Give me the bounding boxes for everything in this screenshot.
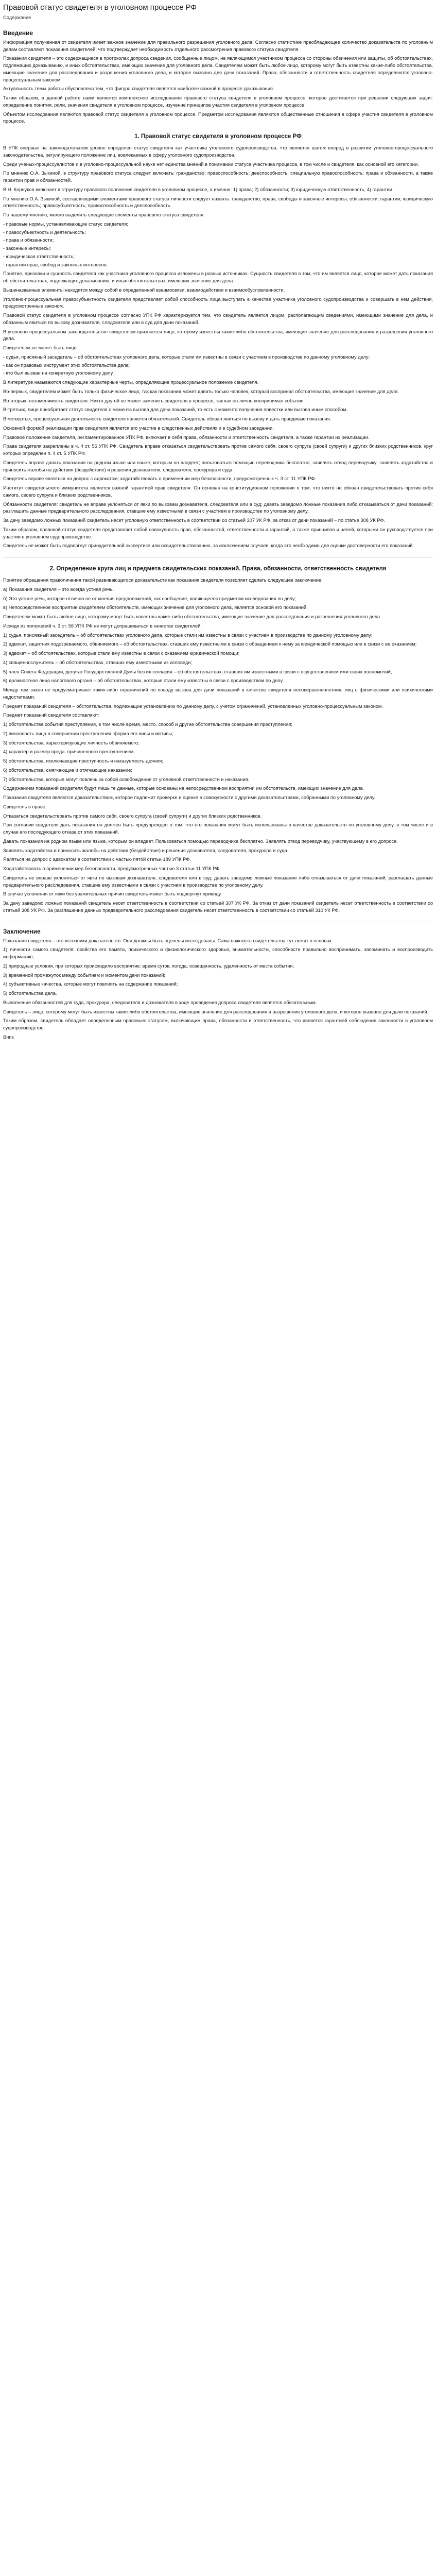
paragraph: Свидетель вправе давать показания на родном языке или языке, которым он владеет; пользоваться помощью переводчика бесплатно; заявлять отвод переводчику; заявлять ходатайства и приносить жалобы на действия (бездействие) и решения дознавателя, следователя, прокурора и суда. — [3, 460, 433, 472]
paragraph: Информация полученная от свидетеля имеет важное значение для правильного разрешения уголовного дела. Согласно статистике преобладающее количество доказательств по уголовным делам составляют показания свидетелей, что подтверждает необходимость отдельного рассмотрения правового статуса свидетеля. — [3, 39, 433, 52]
paragraph: 5) член Совета Федерации, депутат Государственной Думы без их согласия – об обстоятельствах, ставших им известными в связи с осуществлением ими своих полномочий; — [3, 669, 392, 674]
paragraph: При согласии свидетеля дать показания он должен быть предупрежден о том, что его показания могут быть использованы в качестве доказательств по уголовному делу, в том числе и в случае его последующего отказа от этих показаний. — [3, 822, 433, 835]
toc-link[interactable]: Содержание — [3, 15, 31, 20]
paragraph: Свидетель не вправе уклоняться от явки по вызовам дознавателя, следователя или в суд; давать заведомо ложные показания либо отказываться от дачи показаний; разглашать данные предварительного расследования, ставшие ему известными в связи с участием в производстве по уголовному делу. — [3, 875, 433, 888]
paragraph: 3) обстоятельства, характеризующие личность обвиняемого; — [3, 740, 139, 745]
paragraph: 1) личности самого свидетеля: свойства его памяти, психического и физиологического здоровья, внимательности, способности правильно воспринимать, запоминать и воспроизводить информацию; — [3, 947, 433, 959]
paragraph: 7) обстоятельства, которые могут повлечь за собой освобождение от уголовной ответственности и наказания. — [3, 776, 250, 782]
section1-body — [3, 145, 433, 550]
list-item: - правовые нормы, устанавливающие статус свидетеля; — [3, 221, 128, 227]
bullet-list — [3, 221, 433, 269]
paragraph: Объектом исследования являются правовой статус свидетеля в уголовном процессе. Предметом исследования являются общественные отношения в сфере участия свидетеля в уголовном процессе. — [3, 111, 433, 124]
paragraph: Выполнение обязанностей для суда, прокурора, следователя и дознавателя в ходе проведения допроса свидетеля является обязательным. — [3, 999, 317, 1005]
paragraph: 3) временной промежуток между событием и моментом дачи показаний; — [3, 972, 165, 978]
paragraph: Давать показания на родном языке или языке, которым он владеет. Пользоваться помощью переводчика бесплатно. Заявлять отвод переводчику, участвующему в его допросе. — [3, 838, 398, 844]
paragraph: Права свидетеля закреплены в ч. 4 ст. 56 УПК РФ. Свидетель вправе отказаться свидетельствовать против самого себя, своего супруга (своей супруги) и других близких родственников, круг которых определен п. 4 ст. 5 УПК РФ. — [3, 444, 433, 456]
paragraph: В УПК впервые на законодательном уровне определен статус свидетеля как участника уголовного судопроизводства, что является шагом вперед в развитии уголовно-процессуального законодательства, регулирующего положение лиц, вовлекаемых в сферу уголовного судопроизводства. — [3, 145, 433, 158]
paragraph: По нашему мнению, можно выделить следующие элементы правового статуса свидетеля: — [3, 212, 205, 217]
section2-body — [3, 577, 433, 914]
paragraph: Показания свидетеля являются доказательством, которое подлежит проверке и оценке в совокупности с другими доказательствами, собранными по уголовному делу. — [3, 795, 376, 800]
paragraph: 4) субъективные качества, которые могут повлиять на содержание показаний; — [3, 981, 178, 987]
paragraph: 5) обстоятельства дела. — [3, 991, 57, 996]
paragraph: Являться на допрос с адвокатом в соответствии с частью пятой статьи 189 УПК РФ. — [3, 857, 191, 862]
paragraph: 3) адвокат – об обстоятельствах, которые стали ему известны в связи с оказанием юридической помощи; — [3, 651, 240, 656]
paragraph: 6) обстоятельства, смягчающие и отягчающие наказание; — [3, 767, 132, 773]
paragraph: 1) обстоятельства события преступления, в том числе время, место, способ и другие обстоятельства совершения преступления; — [3, 722, 292, 727]
paragraph: Во-первых, свидетелем может быть только физическое лицо, так как показания может давать только человек, который воспринял обстоятельства, имеющие значение для дела. — [3, 388, 399, 394]
paragraph: Таким образом, свидетель обладает определенным правовым статусом, включающим права, обязанности и ответственность, что является гарантией соблюдения законности в уголовном судопроизводстве. — [3, 1018, 433, 1030]
list-item: - гарантии прав, свобод и законных интересов. — [3, 262, 108, 267]
list-item: - права и обязанности; — [3, 238, 54, 243]
conclusion-body — [3, 938, 433, 1032]
paragraph: Актуальность темы работы обусловлена тем, что фигура свидетеля является наиболее важной в процессе доказывания. — [3, 86, 274, 92]
paragraph: Таким образом, в данной работе нами является комплексное исследование правового статуса свидетеля в уголовном процессе, которое достигается при решении следующих задач: определение понятия, роли, значения свидетеля в уголовном процессе, изучение принципов участия свидетеля в уголовном процессе. — [3, 95, 433, 108]
scroll-down-link[interactable]: Вниз — [3, 1034, 14, 1040]
paragraph: б) Это устное речь, которое отлично не от мнения предположений, как сообщение, являющееся предметом исследования по делу; — [3, 596, 297, 601]
paragraph: Свидетель не может быть подвергнут принудительной экспертизе или освидетельствованию, за исключением случаев, когда это необходимо для оценки достоверности его показаний. — [3, 543, 414, 549]
list-item: - как он правовых инструмент этих обстоятельства дела; — [3, 362, 130, 368]
paragraph: Ходатайствовать о применении мер безопасности, предусмотренных частью 3 статьи 11 УПК РФ. — [3, 866, 221, 871]
paragraph: За дачу заведомо ложных показаний свидетель несет уголовную ответственность в соответствии со статьей 307 УК РФ, за отказ от дачи показаний – по статье 308 УК РФ. — [3, 518, 386, 523]
paragraph: Во-вторых, незаменимость свидетеля. Никто другой не может заменить свидетеля в процессе, так как он лично воспринимал события. — [3, 398, 305, 403]
paragraph: Исходя из положений ч. 3 ст. 56 УПК РФ не могут допрашиваться в качестве свидетелей: — [3, 623, 202, 629]
paragraph: 6) должностное лицо налогового органа – об обстоятельствах, которые стали ему известны в связи с производством по делу. — [3, 678, 284, 684]
paragraph: По мнению О.А. Зыкиной, в структуру правового статуса следует включать: гражданство; правоспособность; дееспособность; специальную правоспособность; права и обязанности, а также гарантии прав и обязанностей. — [3, 171, 433, 183]
paragraph: В случае уклонения от явки без уважительных причин свидетель может быть подвергнут приводу. — [3, 891, 222, 897]
paragraph: 2) виновность лица в совершении преступления, форма его вины и мотивы; — [3, 731, 173, 736]
paragraph: а) Показания свидетеля – это всегда устная речь. — [3, 586, 114, 592]
document-page — [0, 0, 436, 1044]
paragraph: По мнению О.А. Зыкиной, составляющими элементами правового статуса личности следует назвать: гражданство; права, свободы и законные интересы; обязанности; гарантии; юридическую ответственность; правосубъектность; правоспособность и дееспособность. — [3, 196, 433, 209]
bullet-list — [3, 354, 433, 377]
paragraph: В уголовно-процессуальном законодательстве свидетелем признается лицо, которому известны какие-либо обстоятельства, имеющие значение для расследования и разрешения уголовного дела. — [3, 329, 433, 342]
paragraph: Свидетель вправе являться на допрос с адвокатом; ходатайствовать о применении мер безопасности, предусмотренных ч. 3 ст. 11 УПК РФ. — [3, 476, 317, 482]
page-title: Правовой статус свидетеля в уголовном процессе РФ — [3, 3, 197, 12]
paragraph: Уголовно-процессуальная правосубъектность свидетеля представляет собой способность лица выступать в качестве участника уголовного судопроизводства и совершать в нем действия, предусмотренные законом. — [3, 296, 433, 309]
paragraph: В.Н. Корнуков включает в структуру правового положения свидетеля в уголовном процессе, а именно: 1) права; 2) обязанности; 3) юридическую ответственность; 4) гарантии. — [3, 187, 394, 192]
paragraph: в) Непосредственное восприятие свидетелем обстоятельств, имеющих значение для уголовного дела, является основой его показаний. — [3, 605, 308, 611]
paragraph: Отказаться свидетельствовать против самого себя, своего супруга (своей супруги) и других близких родственников. — [3, 813, 262, 819]
paragraph: 5) обстоятельства, исключающие преступность и наказуемость деяния; — [3, 758, 163, 764]
intro-body — [3, 39, 433, 125]
paragraph: 2) адвокат, защитник подозреваемого, обвиняемого – об обстоятельствах, ставших ему известными в связи с обращением к нему за юридической помощью или в связи с ее оказанием; — [3, 641, 417, 647]
paragraph: 1) судья, присяжный заседатель – об обстоятельствах уголовного дела, которые стали им известны в связи с участием в производстве по данному уголовному делу; — [3, 632, 373, 638]
list-item: - судья, присяжный заседатель – об обстоятельствах уголовного дела, которые стали им известны в связи с участием в производстве по данному уголовному делу; — [3, 354, 370, 360]
paragraph: Свидетелем не может быть лицо: — [3, 345, 78, 350]
paragraph: Понятие обращения праволичения такой развивающегося доказательств как показания свидетеля позволяет сделать следующее заключение: — [3, 578, 323, 583]
paragraph: Правовое положение свидетеля, регламентированное УПК РФ, включает в себя права, обязанности и ответственность свидетеля, а также гарантии их реализации. — [3, 434, 370, 440]
list-item: - законные интересы; — [3, 246, 51, 251]
paragraph: Институт свидетельского иммунитета является важной гарантией прав свидетеля. Он основан на конституционном положении о том, что никто не обязан свидетельствовать против себя самого, своего супруга и близких родственников. — [3, 485, 433, 498]
paragraph: В-четвертых, процессуальная деятельность свидетеля является обязательной. Свидетель обязан явиться по вызову и дать правдивые показания. — [3, 416, 332, 421]
paragraph: Таким образом, правовой статус свидетеля представляет собой совокупность прав, обязанностей, ответственности и гарантий, а также принципов и целей, которыми он руководствуется при участии в уголовном судопроизводстве. — [3, 527, 433, 539]
paragraph: Вышеназванные элементы находятся между собой в определенной взаимосвязи, взаимодействии и взаимообусловленности. — [3, 287, 285, 293]
paragraph: В-третьих, лицо приобретает статус свидетеля с момента вызова для дачи показаний, то есть с момента получения повестки или вызова иным способом. — [3, 407, 348, 413]
paragraph: За дачу заведомо ложных показаний свидетель несет ответственность в соответствии со статьей 307 УК РФ. За отказ от дачи показаний свидетель несет ответственность в соответствии со статьей 308 УК РФ. За разглашение данных предварительного расследования свидетель несет ответственность в соответствии со статьей 310 УК РФ. — [3, 901, 433, 913]
paragraph: Свидетель в праве: — [3, 804, 47, 809]
paragraph: Содержанием показаний свидетеля будут лишь те данные, которые основаны на непосредственном восприятии им обстоятельств, имеющих значение для дела. — [3, 786, 364, 791]
paragraph: В литературе называются следующие характерные черты, определяющие процессуальное положение свидетеля. — [3, 380, 259, 385]
paragraph: Между тем закон не предусматривает каких-либо ограничений по поводу вызова для дачи показаний в качестве свидетеля несовершеннолетних, лиц с физическими или психическими недостатками. — [3, 687, 433, 700]
paragraph: Правовой статус свидетеля в уголовном процессе согласно УПК РФ характеризуется тем, что свидетель является лицом, располагающим сведениями, имеющими значение для дела, и обязанным явиться по вызову дознавателя, следователя или в суд для дачи показаний. — [3, 313, 433, 325]
paragraph: Свидетель – лицо, которому могут быть известны какие-либо обстоятельства, имеющие значение для расследования и разрешения уголовного дела, и которое вызвано для дачи показаний. — [3, 1009, 429, 1014]
paragraph: 4) священнослужитель – об обстоятельствах, ставших ему известными из исповеди; — [3, 659, 192, 665]
paragraph: Свидетелем может быть любое лицо, которому могут быть известны какие-либо обстоятельства, имеющие значение для расследования и разрешения уголовного дела. — [3, 614, 381, 619]
paragraph: Среди ученых-процессуалистов и в уголовно-процессуальной науке нет единства мнений в понимании статуса участника процесса, в том числе и свидетеля, как основной его категории. — [3, 161, 419, 167]
section1-heading: 1. Правовой статус свидетеля в уголовном процессе РФ — [134, 133, 302, 140]
paragraph: Основной формой реализации прав свидетеля является его участие в следственных действиях и в судебном заседании. — [3, 425, 274, 431]
conclusion-heading: Заключение — [3, 927, 41, 935]
paragraph: Предмет показаний свидетеля составляют: — [3, 713, 100, 718]
list-item: - правосубъектность и деятельность; — [3, 229, 86, 235]
paragraph: 2) природные условия, при которых происходило восприятие: время суток, погода, освещенность, удаленность от места события; — [3, 963, 294, 969]
paragraph: Заявлять ходатайства и приносить жалобы на действия (бездействие) и решения дознавателя, следователя, прокурора и суда. — [3, 848, 289, 853]
intro-heading: Введение — [3, 29, 33, 37]
paragraph: Понятие, признаки и сущность свидетеля как участника уголовного процесса изложены в разных источниках. Сущность свидетеля в том, что им является лицо, которое может дать показания об обстоятельствах, подлежащих доказыванию, и иных обстоятельствах, имеющих значение для дела. — [3, 271, 433, 283]
paragraph: 4) характер и размер вреда, причиненного преступлением; — [3, 749, 135, 755]
section2-heading: 2. Определение круга лиц и предмета свидетельских показаний. Права, обязанности, ответственность свидетеля — [49, 566, 387, 572]
paragraph: Показания свидетеля – это источники доказательств. Они должны быть оценены исследованы. Сама важность свидетельства тут лежит в основах: — [3, 938, 333, 943]
paragraph: Показания свидетеля – это содержащиеся в протоколах допроса сведения, сообщенные лицом, не являющимся участником процесса со стороны обвинения или защиты, об обстоятельствах, подлежащих доказыванию, и иных обстоятельствах, имеющих значение для уголовного дела. Свидетелем может быть любое лицо, которому могут быть известны какие-либо обстоятельства, имеющие значение для расследования и разрешения уголовного дела, и которое вызвано для дачи показаний. Права, обязанности и ответственность свидетеля определяются уголовно-процессуальным законом. — [3, 56, 433, 82]
paragraph: Обязанности свидетеля: свидетель не вправе уклоняться от явки по вызовам дознавателя, следователя или в суд; давать заведомо ложные показания либо отказываться от дачи показаний; разглашать данные предварительного расследования, ставшие ему известными в связи с участием в производстве по уголовному делу. — [3, 501, 433, 514]
list-item: - кто был вызван на конкретную уголовному делу. — [3, 370, 114, 376]
list-item: - юридическая ответственность; — [3, 253, 75, 259]
paragraph: Предмет показаний свидетеля – обстоятельства, подлежащие установлению по данному делу, с учетом ограничений, установленных уголовно-процессуальным законом. — [3, 703, 383, 709]
